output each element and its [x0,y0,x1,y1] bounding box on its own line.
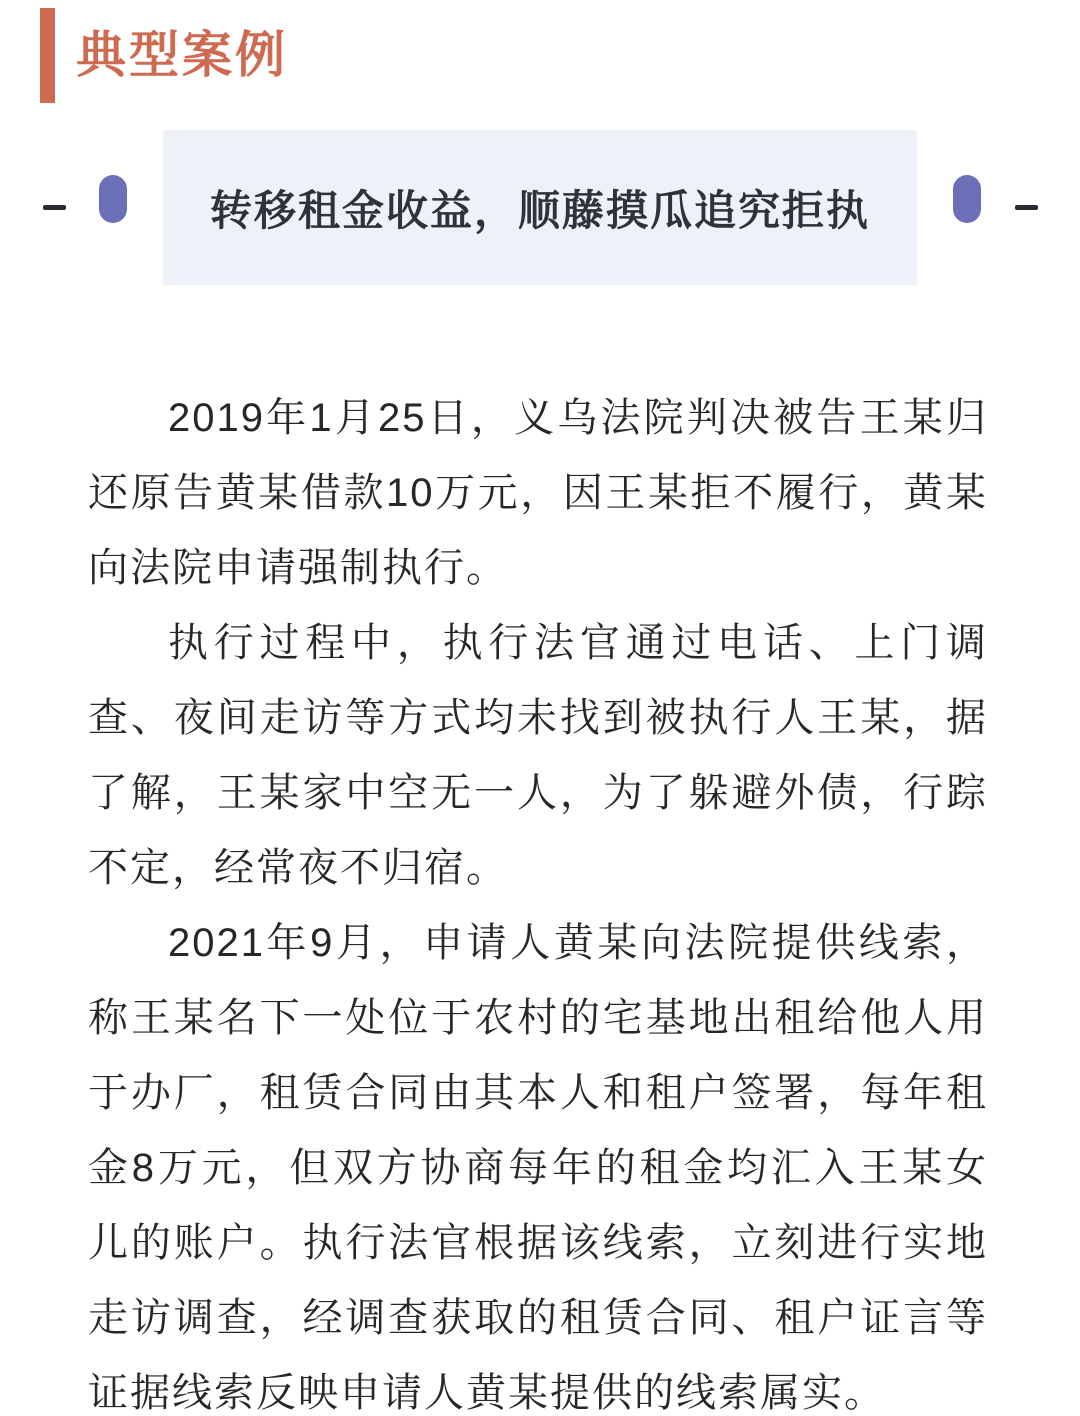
case-title-banner [163,130,917,285]
section-title: 典型案例 [76,27,288,83]
case-title: 转移租金收益，顺藤摸瓜追究拒执 [209,186,870,234]
paragraph-case-judgment: 2019年1月25日，义乌法院判决被告王某归还原告黄某借款10万元，因王某拒不履行，黄某向法院申请强制执行。 [88,396,988,590]
section-header [40,8,288,103]
pill-decoration-right [953,175,981,223]
dash-decoration-left [43,205,66,210]
paragraph-enforcement-search: 执行过程中，执行法官通过电话、上门调查、夜间走访等方式均未找到被执行人王某，据了解，王某家中空无一人，为了躲避外债，行踪不定，经常夜不归宿。 [88,621,988,890]
dash-decoration-right [1015,205,1038,210]
paragraph-rental-clue: 2021年9月，申请人黄某向法院提供线索，称王某名下一处位于农村的宅基地出租给他人用于办厂，租赁合同由其本人和租户签署，每年租金8万元，但双方协商每年的租金均汇入王某女儿的账户。执行法官根据该线索，立刻进行实地走访调查，经调查获取的租赁合同、租户证言等证据线索反映申请人黄某提供的线索属实。 [88,921,988,1415]
article-body [88,381,988,1416]
accent-bar [40,8,55,103]
pill-decoration-left [99,175,127,223]
